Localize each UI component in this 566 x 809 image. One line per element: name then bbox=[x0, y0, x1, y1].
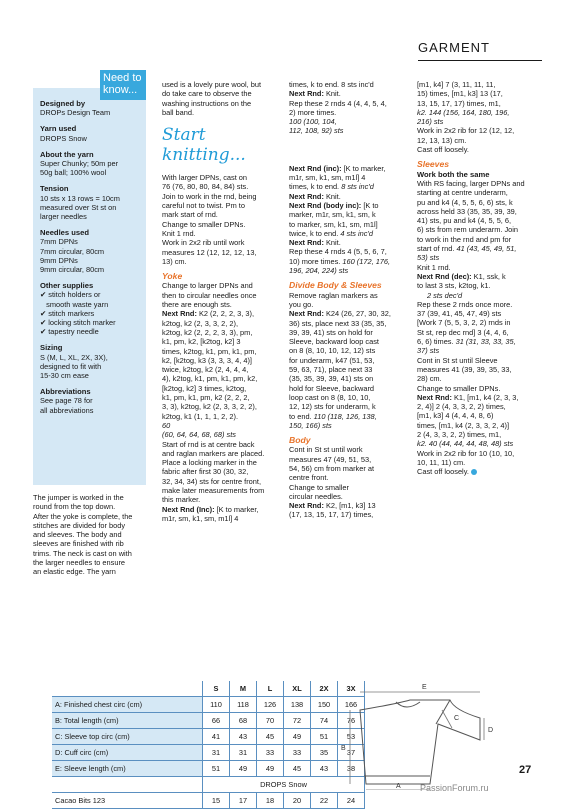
table-cell: 31 bbox=[203, 745, 230, 761]
instruction-text: times, k to end. bbox=[289, 182, 340, 192]
sidebar-block-line: S (M, L, XL, 2X, 3X), bbox=[40, 352, 108, 362]
text-line: Place a locking marker in the bbox=[162, 458, 257, 468]
instruction-text: K1, ssk, k bbox=[471, 271, 506, 281]
table-row bbox=[52, 761, 365, 777]
instruction-text: 10, 11, 11) cm. bbox=[417, 457, 466, 467]
instruction-text: [K to marker, bbox=[341, 163, 386, 173]
text-line: 6) sts from rem underarm. Join bbox=[417, 225, 519, 235]
table-cell: 45 bbox=[284, 761, 311, 777]
count-text: 2 sts dec'd bbox=[427, 290, 463, 300]
instruction-text: times, k to end. 8 sts inc'd bbox=[289, 80, 374, 89]
table-cell: 110 bbox=[203, 697, 230, 713]
text-line: 54, 56) cm from marker at bbox=[289, 463, 375, 473]
text-line: on 8 (8, 10, 10, 12, 12) sts bbox=[289, 346, 376, 356]
sidebar-block-line: all abbreviations bbox=[40, 405, 94, 415]
table-cell: 66 bbox=[203, 713, 230, 729]
table-cell: M bbox=[230, 681, 257, 697]
yoke-heading: Yoke bbox=[162, 271, 183, 282]
text-line: [m1, k3] 4 (4, 4, 4, 8, 6) bbox=[417, 411, 494, 421]
text-line: Change to smaller DPNs. bbox=[417, 383, 501, 393]
text-line: [Work 7 (5, 5, 3, 2, 2) rnds in bbox=[417, 318, 511, 328]
text-line: times, [m1, k4 (2, 3, 3, 2, 4)] bbox=[417, 420, 510, 430]
text-line: Change to smaller DPNs. bbox=[162, 219, 246, 229]
garment-outline bbox=[360, 700, 480, 784]
table-cell: 49 bbox=[230, 761, 257, 777]
sidebar-block-line: 10 sts x 13 rows = 10cm bbox=[40, 193, 120, 203]
garment-schematic bbox=[330, 680, 506, 790]
text-line: The jumper is worked in the bbox=[33, 493, 124, 502]
count-text: 196, 204, 224) sts bbox=[289, 266, 349, 276]
count-text: 150, 166) sts bbox=[289, 420, 332, 430]
sidebar-block-line: 50g ball; 100% wool bbox=[40, 168, 107, 178]
sidebar-block-line: ✔ stitch markers bbox=[40, 308, 95, 318]
sidebar-block-line: 7mm DPNs bbox=[40, 237, 78, 247]
count-text: 4 sts inc'd bbox=[340, 228, 373, 238]
text-line: and raglan markers are placed. bbox=[162, 448, 265, 458]
table-cell: B: Total length (cm) bbox=[52, 713, 203, 729]
text-line: Change to smaller bbox=[289, 482, 349, 492]
text-line: k2, [k2tog, k3 (3, 3, 3, 4, 4)] bbox=[162, 355, 252, 365]
text-line: measures 12 (12, 12, 12, 13, bbox=[162, 247, 257, 257]
table-cell: L bbox=[257, 681, 284, 697]
text-line: Join to work in the rnd, being bbox=[162, 191, 257, 201]
text-line: 37 (39, 41, 45, 47, 49) sts bbox=[417, 309, 502, 319]
table-cell: 49 bbox=[257, 761, 284, 777]
text-line: mark start of rnd. bbox=[162, 210, 218, 220]
instruction-text: [K to marker, bbox=[214, 504, 259, 514]
table-cell: 118 bbox=[230, 697, 257, 713]
text-line: 41) sts, pu and k4 (4, 5, 5, 6, bbox=[417, 216, 512, 226]
table-cell: 51 bbox=[311, 729, 338, 745]
instruction-text: m1r, sm, k1, sm, m1l] 4 bbox=[162, 513, 239, 523]
text-line: used is a lovely pure wool, but bbox=[162, 80, 262, 89]
table-cell: DROPS Snow bbox=[203, 777, 365, 793]
text-line: pu and k4 (4, 5, 5, 6, 6) sts, k bbox=[417, 197, 513, 207]
sidebar-block-line: 9mm DPNs bbox=[40, 255, 78, 265]
table-row bbox=[52, 729, 365, 745]
table-cell: 2X bbox=[311, 681, 338, 697]
sidebar-block-line: 9mm circular, 80cm bbox=[40, 265, 105, 275]
table-cell: 38 bbox=[338, 761, 365, 777]
instruction-text: start of rnd. bbox=[417, 244, 455, 254]
text-line: 100 (100, 104, bbox=[289, 117, 337, 127]
text-line: Work in 2x2 rib until work bbox=[162, 238, 245, 248]
size-table-wrapper bbox=[52, 681, 365, 809]
table-cell: 150 bbox=[311, 697, 338, 713]
text-line: careful not to twist. Pm to bbox=[162, 201, 245, 211]
table-cell: S bbox=[203, 681, 230, 697]
next-rnd-label: Next Rnd: bbox=[417, 392, 452, 402]
text-line: 15) times, [m1, k3] 13 (17, bbox=[417, 89, 503, 99]
count-text: k2. 40 (44, 44, 44, 48, 48) sts bbox=[417, 439, 514, 449]
instruction-text: Knit. bbox=[323, 191, 341, 201]
next-rnd-body-inc-label: Next Rnd (body inc): bbox=[289, 200, 362, 210]
text-line: 13) cm. bbox=[162, 256, 187, 266]
count-text: 41 (43, 45, 49, 51, bbox=[456, 244, 517, 254]
text-line: Work in 2x2 rib for 12 (12, 12, bbox=[417, 126, 515, 136]
sidebar-block-line: designed to fit with bbox=[40, 361, 102, 371]
table-cell: 43 bbox=[230, 729, 257, 745]
table-cell: 76 bbox=[338, 713, 365, 729]
count-text: 31 (31, 33, 33, 35, bbox=[455, 337, 516, 347]
table-row bbox=[52, 697, 365, 713]
text-line: 12, 13, 13) cm. bbox=[417, 135, 467, 145]
text-line: 4), k2tog, k1, pm, k1, pm, k2, bbox=[162, 374, 258, 384]
text-line: 12, 12) sts for underarm, k bbox=[289, 402, 376, 412]
instruction-text: Knit. bbox=[323, 89, 341, 99]
text-line: then to circular needles once bbox=[162, 290, 257, 300]
text-line: k1, pm, k2, [k2tog, k2] 3 bbox=[162, 337, 241, 347]
table-cell: 70 bbox=[257, 713, 284, 729]
text-line: k1, pm, k1, pm, k2 (2, 2, 2, bbox=[162, 393, 250, 403]
text-line: With larger DPNs, cast on bbox=[162, 173, 248, 183]
end-dot-icon bbox=[471, 469, 477, 475]
text-line: Rep these 2 rnds once more. bbox=[417, 299, 513, 309]
diagram-label-e: E bbox=[422, 684, 427, 691]
table-cell: 3X bbox=[338, 681, 365, 697]
text-line: Start of rnd is at centre back bbox=[162, 439, 255, 449]
text-line: [k2tog, k2] 3 times, k2tog, bbox=[162, 383, 247, 393]
table-cell: D: Cuff circ (cm) bbox=[52, 745, 203, 761]
text-line: Sleeve, backward loop cast bbox=[289, 337, 379, 347]
table-cell: 22 bbox=[311, 793, 338, 809]
table-cell: 35 bbox=[311, 745, 338, 761]
table-cell: 166 bbox=[338, 697, 365, 713]
text-line: St st, rep dec rnd] 3 (4, 4, 6, bbox=[417, 327, 509, 337]
sidebar-block-title: Other supplies bbox=[40, 281, 94, 291]
text-line: [m1, k4] 7 (3, 11, 11, 11, bbox=[417, 80, 496, 89]
text-line: Knit 1 rnd. bbox=[162, 228, 196, 238]
text-line: 60 bbox=[162, 420, 171, 430]
watermark: PassionForum.ru bbox=[420, 783, 489, 793]
table-cell: 72 bbox=[284, 713, 311, 729]
table-row bbox=[52, 793, 365, 809]
text-line: hold for Sleeve, backward bbox=[289, 383, 375, 393]
text-line: k2tog, k2 (2, 3, 3, 2, 2), bbox=[162, 318, 238, 328]
table-cell: C: Sleeve top circ (cm) bbox=[52, 729, 203, 745]
instruction-text: 6, 6) times. bbox=[417, 337, 454, 347]
table-cell: 18 bbox=[257, 793, 284, 809]
table-cell: 41 bbox=[203, 729, 230, 745]
text-line: across held 33 (35, 35, 39, 39, bbox=[417, 206, 517, 216]
text-line: Cast off loosely. bbox=[417, 145, 469, 155]
diagram-label-a: A bbox=[396, 783, 401, 790]
sidebar-block-line: 15-30 cm ease bbox=[40, 371, 89, 381]
table-cell: 20 bbox=[284, 793, 311, 809]
sidebar-block-title: Designed by bbox=[40, 99, 86, 108]
text-line: sleeves are finished with rib bbox=[33, 539, 124, 549]
table-cell: 45 bbox=[257, 729, 284, 745]
text-line: twice, k2tog, k2 (2, 4, 4, 4, bbox=[162, 365, 249, 375]
table-cell: 68 bbox=[230, 713, 257, 729]
table-cell: 43 bbox=[311, 761, 338, 777]
page-number: 27 bbox=[519, 764, 532, 776]
badge-line: Need to bbox=[103, 72, 142, 84]
count-text: 37) sts bbox=[417, 346, 440, 356]
table-row bbox=[52, 745, 365, 761]
table-cell: 33 bbox=[257, 745, 284, 761]
count-text: k2. 144 (156, 164, 180, 196, bbox=[417, 107, 510, 117]
text-line: After the yoke is complete, the bbox=[33, 511, 133, 521]
text-line: Cont in St st until work bbox=[289, 445, 363, 455]
next-rnd-label: Next Rnd: bbox=[289, 501, 324, 511]
sleeves-heading: Sleeves bbox=[417, 159, 450, 170]
sidebar-block-title: Needles used bbox=[40, 228, 89, 238]
text-line: an elastic edge. The yarn bbox=[33, 567, 116, 577]
sidebar-block-line: 7mm circular, 80cm bbox=[40, 246, 105, 256]
text-line: (35, 35, 39, 39, 41) sts on bbox=[289, 374, 374, 384]
text-line: there are enough sts. bbox=[162, 300, 232, 310]
text-line: measures 41 (39, 39, 35, 33, bbox=[417, 364, 512, 374]
sidebar-block-line: DROPS Snow bbox=[40, 133, 87, 143]
table-cell: 24 bbox=[338, 793, 365, 809]
table-cell: 53 bbox=[338, 729, 365, 745]
instruction-text: Knit 1 rnd. bbox=[417, 262, 451, 272]
instruction-text: (17, 13, 15, 17, 17) times, bbox=[289, 510, 374, 520]
column-4 bbox=[417, 80, 547, 476]
instruction-text: Rep these 4 rnds 4 (5, 5, 6, 7, bbox=[289, 247, 387, 257]
divide-heading: Divide Body & Sleeves bbox=[289, 280, 382, 291]
text-line: make later measurements from bbox=[162, 485, 265, 495]
text-line: this marker. bbox=[162, 495, 201, 505]
text-line: round from the top down. bbox=[33, 502, 116, 512]
table-cell: 49 bbox=[284, 729, 311, 745]
table-cell bbox=[52, 681, 203, 697]
text-line: 2 (4, 3, 3, 2, 2) times, m1, bbox=[417, 429, 502, 439]
next-rnd-inc-label: Next Rnd (Inc): bbox=[162, 504, 215, 514]
count-text: 8 sts inc'd bbox=[341, 182, 374, 192]
column-2 bbox=[162, 80, 284, 523]
diagram-label-d: D bbox=[488, 727, 494, 734]
sidebar-block-line: ✔ stitch holders or bbox=[40, 290, 101, 300]
table-cell: A: Finished chest circ (cm) bbox=[52, 697, 203, 713]
sidebar-block-line: larger needles bbox=[40, 212, 87, 222]
text-line: circular needles. bbox=[289, 491, 343, 501]
text-line: 28) cm. bbox=[417, 374, 442, 384]
text-line: 2) more times. bbox=[289, 107, 337, 117]
dim-line-c bbox=[442, 710, 452, 728]
text-line: stitches are divided for body bbox=[33, 520, 126, 530]
text-line: 112, 108, 92) sts bbox=[289, 126, 344, 136]
text-line: 13, 15, 17, 17) times, m1, bbox=[417, 98, 501, 108]
badge-line: know... bbox=[103, 84, 138, 96]
instruction-text: Work in 2x2 rib for 10 (10, 10, bbox=[417, 448, 515, 458]
sidebar-block-title: Tension bbox=[40, 184, 69, 194]
table-cell: E: Sleeve length (cm) bbox=[52, 761, 203, 777]
section-heading: GARMENT bbox=[418, 40, 490, 55]
text-line: ball band. bbox=[162, 107, 195, 117]
text-line: 36) sts, place next 33 (35, 35, bbox=[289, 318, 387, 328]
table-row bbox=[52, 777, 365, 793]
next-rnd-label: Next Rnd: bbox=[162, 309, 197, 319]
text-line: to work in the rnd and pm for bbox=[417, 234, 512, 244]
sidebar-content bbox=[40, 99, 144, 415]
text-line: for underarm, k47 (51, 53, bbox=[289, 355, 375, 365]
next-rnd-label: Next Rnd: bbox=[289, 238, 324, 248]
text-line: fabric after first 30 (30, 32, bbox=[162, 467, 249, 477]
instruction-text: marker, m1r, sm, k1, sm, k bbox=[289, 210, 376, 220]
body-heading: Body bbox=[289, 435, 311, 446]
text-line: trims. The neck is cast on with bbox=[33, 548, 132, 558]
text-line: loop cast on 8 (8, 10, 10, bbox=[289, 392, 371, 402]
count-text: 53) sts bbox=[417, 253, 440, 263]
text-line: Remove raglan markers as bbox=[289, 290, 378, 300]
table-cell: 31 bbox=[230, 745, 257, 761]
text-line: 39, 39, 41) sts on hold for bbox=[289, 327, 373, 337]
instruction-text: Knit. bbox=[323, 238, 341, 248]
instruction-text: K2, [m1, k3] 13 bbox=[323, 501, 376, 511]
text-line: Cont in St st until Sleeve bbox=[417, 355, 498, 365]
count-text: 216) sts bbox=[417, 117, 444, 127]
text-line: 2, 4)] 2 (4, 3, 3, 2, 2) times, bbox=[417, 402, 506, 412]
text-line: washing instructions on the bbox=[162, 98, 252, 108]
sidebar-block-title: Sizing bbox=[40, 343, 63, 353]
table-cell: 51 bbox=[203, 761, 230, 777]
table-row bbox=[52, 681, 365, 697]
text-line: Rep these 2 rnds 4 (4, 4, 5, 4, bbox=[289, 98, 387, 108]
table-cell: XL bbox=[284, 681, 311, 697]
sidebar-block-line: ✔ locking stitch marker bbox=[40, 318, 116, 328]
sidebar-block-line: smooth waste yarn bbox=[40, 299, 109, 309]
table-cell: 126 bbox=[257, 697, 284, 713]
section-rule bbox=[418, 60, 542, 61]
text-line: centre front. bbox=[289, 473, 329, 483]
next-rnd-label: Next Rnd: bbox=[289, 191, 324, 201]
sidebar-block-title: About the yarn bbox=[40, 149, 94, 159]
diagram-label-b: B bbox=[341, 745, 346, 752]
instruction-text: to last 3 sts, k2tog, k1. bbox=[417, 281, 491, 291]
table-cell: 37 bbox=[338, 745, 365, 761]
instruction-text: to end. bbox=[289, 411, 312, 421]
text-line: and sleeves. The body and bbox=[33, 530, 122, 540]
next-rnd-label: Next Rnd: bbox=[289, 89, 324, 99]
need-to-know-badge bbox=[100, 70, 146, 100]
work-both-heading: Work both the same bbox=[417, 169, 490, 179]
table-cell: 74 bbox=[311, 713, 338, 729]
diagram-label-c: C bbox=[454, 715, 460, 722]
text-line: 32, 34, 34) sts for centre front, bbox=[162, 476, 262, 486]
instruction-text: K1, [m1, k4 (2, 3, 3, bbox=[451, 392, 519, 402]
table-cell bbox=[52, 777, 203, 793]
next-rnd-inc-label: Next Rnd (inc): bbox=[289, 163, 342, 173]
instruction-text: K2 (2, 2, 2, 3, 3), bbox=[196, 309, 255, 319]
text-line: measures 47 (49, 51, 53, bbox=[289, 454, 372, 464]
instruction-text: m1r, sm, k1, sm, m1l] 4 bbox=[289, 173, 366, 183]
sidebar-block-title: Abbreviations bbox=[40, 387, 91, 397]
text-line: times, k2tog, k1, pm, k1, pm, bbox=[162, 346, 257, 356]
table-cell: 15 bbox=[203, 793, 230, 809]
instruction-text: to marker, sm, k1, sm, m1l] bbox=[289, 219, 378, 229]
sidebar-block-line: See page 78 for bbox=[40, 396, 93, 406]
table-cell: Cacao Bits 123 bbox=[52, 793, 203, 809]
sidebar-block-line: Super Chunky; 50m per bbox=[40, 159, 119, 169]
text-line: Change to larger DPNs and bbox=[162, 281, 253, 291]
instruction-text: 10) more times. bbox=[289, 256, 341, 266]
sidebar-block-title: Yarn used bbox=[40, 124, 77, 134]
next-rnd-label: Next Rnd: bbox=[289, 309, 324, 319]
text-line: starting at centre underarm, bbox=[417, 188, 508, 198]
size-table bbox=[52, 681, 365, 809]
sidebar-block-line: ✔ tapestry needle bbox=[40, 327, 99, 337]
sidebar-block-line: measured over St st on bbox=[40, 202, 117, 212]
instruction-text: twice, k to end. bbox=[289, 228, 339, 238]
text-line: k2tog, k2 (2, 2, 2, 3, 3), pm, bbox=[162, 327, 253, 337]
text-line: With RS facing, larger DPNs and bbox=[417, 178, 525, 188]
instruction-text: [K to bbox=[361, 200, 379, 210]
table-row bbox=[52, 713, 365, 729]
intro-text bbox=[33, 493, 151, 577]
instruction-text: Cast off loosely. bbox=[417, 467, 469, 477]
text-line: k2tog, k1 (1, 1, 1, 2, 2). bbox=[162, 411, 238, 421]
text-line: you go. bbox=[289, 299, 314, 309]
instruction-text: K24 (26, 27, 30, 32, bbox=[323, 309, 391, 319]
text-line: the larger needles to ensure bbox=[33, 558, 126, 568]
text-line: 3, 3), k2tog, k2 (2, 3, 3, 2, 2), bbox=[162, 402, 257, 412]
table-cell: 33 bbox=[284, 745, 311, 761]
table-cell: 17 bbox=[230, 793, 257, 809]
start-knitting-heading: Start knitting... bbox=[162, 125, 246, 166]
text-line: do take care to observe the bbox=[162, 89, 252, 99]
table-cell: 138 bbox=[284, 697, 311, 713]
column-3 bbox=[289, 80, 415, 520]
next-rnd-dec-label: Next Rnd (dec): bbox=[417, 271, 472, 281]
count-text: 160 (172, 176, bbox=[342, 256, 391, 266]
text-line: (60, 64, 64, 68, 68) sts bbox=[162, 430, 236, 440]
count-text: 110 (118, 126, 138, bbox=[313, 411, 377, 421]
text-line: 76 (76, 80, 80, 84, 84) sts. bbox=[162, 182, 249, 192]
text-line: 59, 63, 71), place next 33 bbox=[289, 365, 373, 375]
sidebar-block-line: DROPs Design Team bbox=[40, 108, 111, 118]
